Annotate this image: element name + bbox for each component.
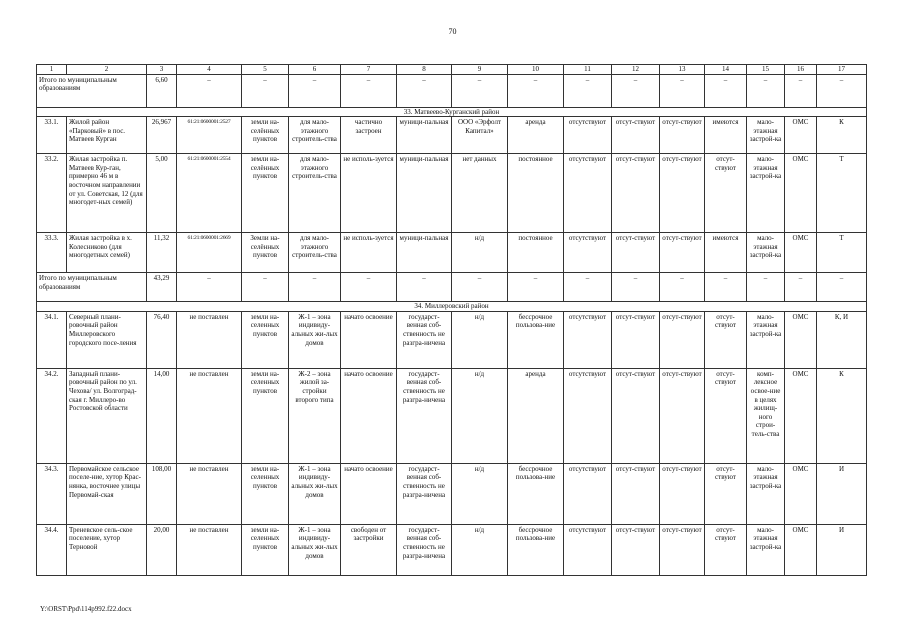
ownership-form: государст-венная соб-ственность не разгра-ничена <box>397 463 452 524</box>
col-16: ОМС <box>785 311 817 368</box>
col-14: отсут-ствуют <box>705 463 747 524</box>
ownership-form: муници-пальная <box>397 117 452 154</box>
col-14: отсут-ствуют <box>705 368 747 463</box>
col-13: отсут-ствуют <box>660 524 705 575</box>
col-16: ОМС <box>785 117 817 154</box>
land-category: земли на-селенных пунктов <box>242 463 289 524</box>
col-11: отсутствуют <box>564 463 612 524</box>
col-17: К <box>817 117 867 154</box>
use-status: свободен от застройки <box>341 524 397 575</box>
cadastral-number: не поставлен <box>177 524 242 575</box>
right-type: постоянное <box>508 233 564 273</box>
total-dash: – <box>242 273 289 302</box>
zone: Ж-1 – зона индивиду-альных жи-лых домов <box>289 524 341 575</box>
column-number: 13 <box>660 65 705 75</box>
right-type: аренда <box>508 368 564 463</box>
total-dash: – <box>341 273 397 302</box>
cadastral-number: не поставлен <box>177 311 242 368</box>
col-11: отсутствуют <box>564 311 612 368</box>
column-number: 8 <box>397 65 452 75</box>
total-dash: – <box>177 74 242 107</box>
plot-area: 14,00 <box>147 368 177 463</box>
col-13: отсут-ствуют <box>660 117 705 154</box>
row-number: 33.3. <box>37 233 67 273</box>
section-heading-row <box>37 302 867 312</box>
col-17: И <box>817 463 867 524</box>
use-status: начато освоение <box>341 463 397 524</box>
land-category: земли на-селённых пунктов <box>242 154 289 233</box>
plot-area: 108,00 <box>147 463 177 524</box>
row-number: 34.4. <box>37 524 67 575</box>
right-type: постоянное <box>508 154 564 233</box>
column-number: 16 <box>785 65 817 75</box>
col-11: отсутствуют <box>564 524 612 575</box>
total-dash: – <box>817 273 867 302</box>
column-number: 2 <box>67 65 147 75</box>
col-15: мало-этажная застрой-ка <box>747 311 785 368</box>
right-holder: н/д <box>452 524 508 575</box>
total-dash: – <box>747 273 785 302</box>
col-11: отсутствуют <box>564 154 612 233</box>
cadastral-number: 61:21:0600001:2554 <box>177 154 242 233</box>
land-category: земли на-селенных пунктов <box>242 524 289 575</box>
header-row <box>37 65 867 75</box>
right-type: бессрочное пользова-ние <box>508 524 564 575</box>
total-dash: – <box>564 74 612 107</box>
section-heading-row <box>37 107 867 117</box>
total-row <box>37 74 867 107</box>
ownership-form: государст-венная соб-ственность не разгра-ничена <box>397 368 452 463</box>
cadastral-number: не поставлен <box>177 463 242 524</box>
use-status: начато освоение <box>341 368 397 463</box>
col-16: ОМС <box>785 463 817 524</box>
plot-area: 5,00 <box>147 154 177 233</box>
column-number: 10 <box>508 65 564 75</box>
page-number: 70 <box>448 27 457 36</box>
total-dash: – <box>508 74 564 107</box>
table-row <box>37 233 867 273</box>
col-15: мало-этажная застрой-ка <box>747 154 785 233</box>
column-number: 9 <box>452 65 508 75</box>
col-13: отсут-ствуют <box>660 154 705 233</box>
total-dash: – <box>508 273 564 302</box>
plot-area: 26,967 <box>147 117 177 154</box>
col-17: И <box>817 524 867 575</box>
column-number: 4 <box>177 65 242 75</box>
col-15: мало-этажная застрой-ка <box>747 463 785 524</box>
total-dash: – <box>397 74 452 107</box>
plot-name: Жилая застройка в х. Колесниково (для многодетных семей) <box>67 233 147 273</box>
total-row <box>37 273 867 302</box>
right-holder: н/д <box>452 233 508 273</box>
land-category: земли на-селенных пунктов <box>242 368 289 463</box>
right-holder: н/д <box>452 463 508 524</box>
plot-name: Треневское сель-ское поселение, хутор Терновой <box>67 524 147 575</box>
zone: Ж-2 – зона жилой за-стройки второго типа <box>289 368 341 463</box>
plot-name: Жилая застройка п. Матвеев Кур-ган, примерно 46 м в восточном направлении от ул. Советская, 12 (для многодет-ных семей) <box>67 154 147 233</box>
column-number: 12 <box>612 65 660 75</box>
total-dash: – <box>660 273 705 302</box>
plot-area: 20,00 <box>147 524 177 575</box>
col-14: отсут-ствуют <box>705 311 747 368</box>
right-holder: ООО «Эрфолт Капитал» <box>452 117 508 154</box>
column-number: 14 <box>705 65 747 75</box>
row-number: 33.1. <box>37 117 67 154</box>
zone: Ж-1 – зона индивиду-альных жи-лых домов <box>289 463 341 524</box>
section-heading: 34. Миллеровский район <box>37 302 867 312</box>
col-16: ОМС <box>785 524 817 575</box>
table-row <box>37 154 867 233</box>
col-14: отсут-ствуют <box>705 154 747 233</box>
col-11: отсутствуют <box>564 117 612 154</box>
zone: для мало-этажного строитель-ства <box>289 117 341 154</box>
table-row <box>37 524 867 575</box>
total-dash: – <box>177 273 242 302</box>
cadastral-number: 61:21:0600001:2527 <box>177 117 242 154</box>
use-status: начато освоение <box>341 311 397 368</box>
col-12: отсут-ствуют <box>612 311 660 368</box>
right-type: аренда <box>508 117 564 154</box>
land-category: земли на-селенных пунктов <box>242 311 289 368</box>
col-11: отсутствуют <box>564 233 612 273</box>
total-dash: – <box>564 273 612 302</box>
total-dash: – <box>289 273 341 302</box>
col-16: ОМС <box>785 154 817 233</box>
col-14: отсут-ствуют <box>705 524 747 575</box>
total-dash: – <box>705 74 747 107</box>
section-heading: 33. Матвеево-Курганский район <box>37 107 867 117</box>
total-dash: – <box>242 74 289 107</box>
right-type: бессрочное пользова-ние <box>508 463 564 524</box>
col-17: Т <box>817 154 867 233</box>
total-dash: – <box>341 74 397 107</box>
zone: для мало-этажного строитель-ства <box>289 154 341 233</box>
row-number: 34.1. <box>37 311 67 368</box>
total-dash: – <box>452 273 508 302</box>
col-17: К, И <box>817 311 867 368</box>
table-row <box>37 311 867 368</box>
ownership-form: государст-венная соб-ственность не разгра-ничена <box>397 524 452 575</box>
ownership-form: муници-пальная <box>397 154 452 233</box>
col-12: отсут-ствуют <box>612 368 660 463</box>
cadastral-number: 61:21:0600001:2669 <box>177 233 242 273</box>
total-dash: – <box>612 74 660 107</box>
footer-file-path: Y:\ORST\Ppd\114p992.f22.docx <box>40 605 132 613</box>
row-number: 33.2. <box>37 154 67 233</box>
col-16: ОМС <box>785 368 817 463</box>
use-status: не исполь-зуется <box>341 154 397 233</box>
total-area: 6,60 <box>147 74 177 107</box>
plot-area: 76,40 <box>147 311 177 368</box>
right-holder: нет данных <box>452 154 508 233</box>
right-holder: н/д <box>452 368 508 463</box>
land-category: земли на-селённых пунктов <box>242 117 289 154</box>
col-17: Т <box>817 233 867 273</box>
total-dash: – <box>612 273 660 302</box>
table-row <box>37 463 867 524</box>
col-13: отсут-ствуют <box>660 311 705 368</box>
use-status: не исполь-зуется <box>341 233 397 273</box>
total-dash: – <box>705 273 747 302</box>
row-number: 34.3. <box>37 463 67 524</box>
col-15: комп-лексное освое-ние в целях жилищ-ного строи-тель-ства <box>747 368 785 463</box>
ownership-form: государст-венная соб-ственность не разгра-ничена <box>397 311 452 368</box>
column-number: 5 <box>242 65 289 75</box>
col-11: отсутствуют <box>564 368 612 463</box>
col-14: имеются <box>705 117 747 154</box>
col-12: отсут-ствуют <box>612 524 660 575</box>
column-number: 17 <box>817 65 867 75</box>
col-12: отсут-ствуют <box>612 117 660 154</box>
total-area: 43,29 <box>147 273 177 302</box>
ownership-form: муници-пальная <box>397 233 452 273</box>
total-dash: – <box>785 273 817 302</box>
column-number: 6 <box>289 65 341 75</box>
plot-name: Северный плани-ровочный район Миллеровского городского посе-ления <box>67 311 147 368</box>
total-label: Итого по муниципальным образованиям <box>37 273 147 302</box>
col-15: мало-этажная застрой-ка <box>747 524 785 575</box>
zone: для мало-этажного строитель-ства <box>289 233 341 273</box>
use-status: частично застроен <box>341 117 397 154</box>
plot-name: Жилой район «Парковый» в пос. Матвеев Курган <box>67 117 147 154</box>
land-category: Земли на-селённых пунктов <box>242 233 289 273</box>
col-12: отсут-ствуют <box>612 463 660 524</box>
col-12: отсут-ствуют <box>612 154 660 233</box>
total-dash: – <box>747 74 785 107</box>
column-number: 7 <box>341 65 397 75</box>
column-number: 15 <box>747 65 785 75</box>
col-13: отсут-ствуют <box>660 233 705 273</box>
total-label: Итого по муниципальным образованиям <box>37 74 147 107</box>
zone: Ж-1 – зона индивиду-альных жи-лых домов <box>289 311 341 368</box>
col-13: отсут-ствуют <box>660 463 705 524</box>
plot-area: 11,32 <box>147 233 177 273</box>
column-number: 1 <box>37 65 67 75</box>
col-13: отсут-ствуют <box>660 368 705 463</box>
right-type: бессрочное пользова-ние <box>508 311 564 368</box>
right-holder: н/д <box>452 311 508 368</box>
total-dash: – <box>817 74 867 107</box>
table-row <box>37 117 867 154</box>
plot-name: Первомайское сельское поселе-ние, хутор Крас-нянка, восточнее улицы Первомай-ская <box>67 463 147 524</box>
plot-name: Западный плани-ровочный район по ул. Чехова/ ул. Волгоград-ская г. Миллеро-во Ростовской области <box>67 368 147 463</box>
row-number: 34.2. <box>37 368 67 463</box>
col-15: мало-этажная застрой-ка <box>747 117 785 154</box>
total-dash: – <box>289 74 341 107</box>
column-number: 3 <box>147 65 177 75</box>
col-17: К <box>817 368 867 463</box>
col-15: мало-этажная застрой-ка <box>747 233 785 273</box>
cadastral-number: не поставлен <box>177 368 242 463</box>
total-dash: – <box>452 74 508 107</box>
table-row <box>37 368 867 463</box>
total-dash: – <box>660 74 705 107</box>
col-14: имеются <box>705 233 747 273</box>
land-plots-table <box>36 64 867 576</box>
col-16: ОМС <box>785 233 817 273</box>
total-dash: – <box>785 74 817 107</box>
col-12: отсут-ствуют <box>612 233 660 273</box>
column-number: 11 <box>564 65 612 75</box>
total-dash: – <box>397 273 452 302</box>
